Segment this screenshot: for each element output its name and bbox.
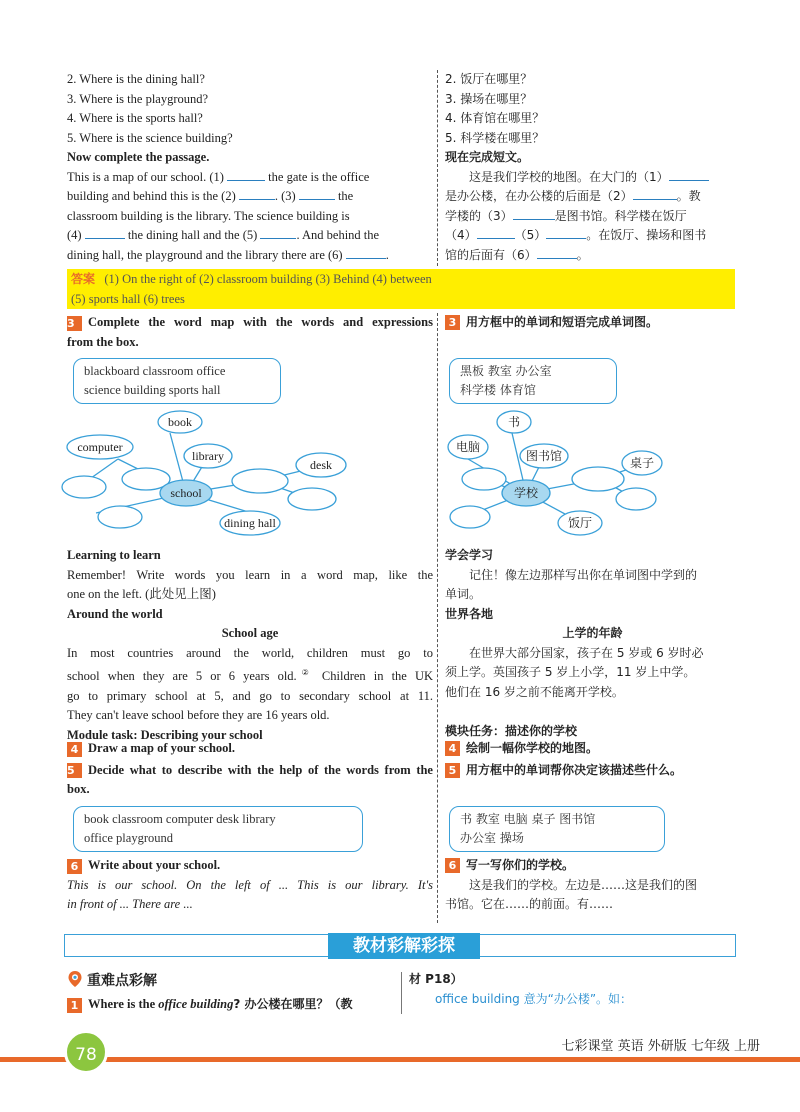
task4-instruction: 4 Draw a map of your school. 5 Decide what to describe with the help of the words from the box. xyxy=(67,741,433,796)
module-heading: Module task: Describing your school xyxy=(67,727,263,742)
question: 4. Where is the sports hall? xyxy=(67,111,203,125)
map-label-library: 图书馆 xyxy=(525,449,563,463)
key-points-right: 材 P18） office building 意为“办公楼”。如： xyxy=(409,970,739,1009)
section-heading: Around the world xyxy=(67,606,163,621)
task3-instruction: 3 Complete the word map with the words and expressions from the box. xyxy=(67,315,433,349)
question: 2. Where is the dining hall? xyxy=(67,72,205,86)
bubble-empty xyxy=(232,469,288,493)
task-number: 1 xyxy=(67,998,82,1013)
passage-title: School age xyxy=(221,626,279,640)
learning-section-zh: 学会学习 记住！像左边那样写出你在单词图中学到的 单词。 世界各地 上学的年龄 在世界大部分国家，孩子在 5 岁或 6 岁时必 须上学。英国孩子 5 岁上小学，11 岁上中学。 他们在 16 岁之前不能离开学校。 模块任务：描述你的学校 xyxy=(445,546,740,741)
map-label-book: book xyxy=(168,415,192,429)
task-number: 3 xyxy=(67,316,82,331)
word-map xyxy=(60,405,440,540)
passage-line: building and behind this is the (2) . (3) the xyxy=(67,189,354,203)
word-box-zh: 书 教室 电脑 桌子 图书馆 办公室 操场 xyxy=(449,806,665,852)
footer-text: 七彩课堂 英语 外研版 七年级 上册 xyxy=(561,1039,760,1054)
passage-line: 这是我们学校的地图。在大门的（1） xyxy=(445,168,740,188)
section-heading: Learning to learn xyxy=(67,548,161,562)
map-label-desk: 桌子 xyxy=(629,456,655,470)
key-points-heading: 重难点彩解 xyxy=(87,973,157,989)
passage-line: This is a map of our school. (1) the gate is the office xyxy=(67,169,370,184)
page-number: 78 xyxy=(64,1030,108,1074)
example-text: in front of ... There are ... xyxy=(67,897,193,911)
map-label-center: school xyxy=(170,486,202,500)
location-pin-icon xyxy=(67,970,83,988)
answer-label: 答案 xyxy=(71,272,96,286)
banner-title: 教材彩解彩探 xyxy=(328,933,480,959)
column-divider xyxy=(437,70,438,266)
question: 3. Where is the playground? xyxy=(67,91,209,106)
answer-content xyxy=(71,270,731,309)
complete-heading: 现在完成短文。 xyxy=(445,150,530,164)
passage-line: （4） （5） 。在饭厅、操场和图书 xyxy=(445,228,707,242)
word-box-zh: 黑板 教室 办公室 科学楼 体育馆 xyxy=(449,358,617,404)
section-heading: 学会学习 xyxy=(445,548,494,562)
passage-line: dining hall, the playground and the library there are (6) . xyxy=(67,247,389,262)
task4-instruction-zh: 4 绘制一幅你学校的地图。 5 用方框中的单词帮你决定该描述些什么。 xyxy=(445,739,740,780)
map-label-desk: desk xyxy=(310,458,332,472)
example-text: 书馆。它在……的前面。有…… xyxy=(445,897,614,911)
passage-line: (4) the dining hall and the (5) . And behind the xyxy=(67,228,380,242)
task-number: 6 xyxy=(67,859,82,874)
task-number: 3 xyxy=(445,315,460,330)
answer-line: (1) On the right of (2) classroom building (3) Behind (4) between xyxy=(104,272,432,286)
map-label-book: 书 xyxy=(507,415,521,429)
task6-section: 6 Write about your school. This is our school. On the left of ... This is our library. It's in front of ... There are ... xyxy=(67,856,433,915)
passage-line: 是办公楼，在办公楼的后面是（2） 。教 xyxy=(445,189,701,203)
answer-line: (5) sports hall (6) trees xyxy=(71,291,185,306)
word-box: blackboard classroom office science building sports hall xyxy=(73,358,281,404)
bubble-empty xyxy=(98,506,142,528)
explanation: office building 意为“办公楼”。如： xyxy=(435,991,633,1006)
question: 5. Where is the science building? xyxy=(67,130,233,145)
task-number: 4 xyxy=(445,741,460,756)
map-label-library: library xyxy=(192,449,224,463)
task6-section-zh: 6 写一写你们的学校。 这是我们的学校。左边是……这是我们的图 书馆。它在……的前面。有…… xyxy=(445,856,740,915)
example-text: This is our school. On the left of ... This is our library. It's xyxy=(67,877,433,892)
map-label-center: 学校 xyxy=(513,486,539,500)
task-number: 4 xyxy=(67,742,82,757)
map-label-computer: 电脑 xyxy=(455,440,481,454)
question: 5. 科学楼在哪里？ xyxy=(445,130,545,145)
passage-title: 上学的年龄 xyxy=(562,626,623,640)
word-map-zh xyxy=(440,405,680,540)
passage-line: classroom building is the library. The science building is xyxy=(67,208,350,223)
task-number: 5 xyxy=(67,763,82,778)
complete-heading: Now complete the passage. xyxy=(67,150,210,164)
section-heading: 世界各地 xyxy=(445,606,494,621)
task-number: 5 xyxy=(445,763,460,778)
task3-instruction-zh: 3 用方框中的单词和短语完成单词图。 xyxy=(445,313,740,333)
footer-bar xyxy=(0,1057,800,1062)
left-questions xyxy=(67,70,433,265)
passage-line: 馆的后面有（6） 。 xyxy=(445,247,589,262)
word-box: book classroom computer desk library office playground xyxy=(73,806,363,852)
task-number: 6 xyxy=(445,858,460,873)
question: 2. 饭厅在哪里？ xyxy=(445,72,533,86)
key-points: 重难点彩解 1 Where is the office building? 办公楼在哪里？（教 xyxy=(67,970,397,1015)
map-label-dining: 饭厅 xyxy=(567,516,593,530)
example-text: 这是我们的学校。左边是……这是我们的图 xyxy=(469,877,698,892)
question: 4. 体育馆在哪里？ xyxy=(445,111,545,125)
map-label-dining: dining hall xyxy=(224,516,276,530)
passage-line: 学楼的（3） 是图书馆。科学楼在饭厅 xyxy=(445,208,687,223)
module-heading: 模块任务：描述你的学校 xyxy=(445,723,578,738)
question: 3. 操场在哪里？ xyxy=(445,91,533,106)
map-label-computer: computer xyxy=(77,440,123,454)
bubble-empty xyxy=(62,476,106,498)
right-questions xyxy=(445,70,740,265)
learning-section: Learning to learn Remember! Write words you learn in a word map, like the one on the left. (此处见上图) Around the world School age In most countries around the world, children must go to school when they are 5 or 6 years old.② Children in the UK go to primary school at 5, and go to secondary school at 11. They can't leave school before they are 16 years old. Module task: Describing your school xyxy=(67,546,433,745)
bubble-empty xyxy=(288,488,336,510)
key-divider xyxy=(401,972,402,1014)
